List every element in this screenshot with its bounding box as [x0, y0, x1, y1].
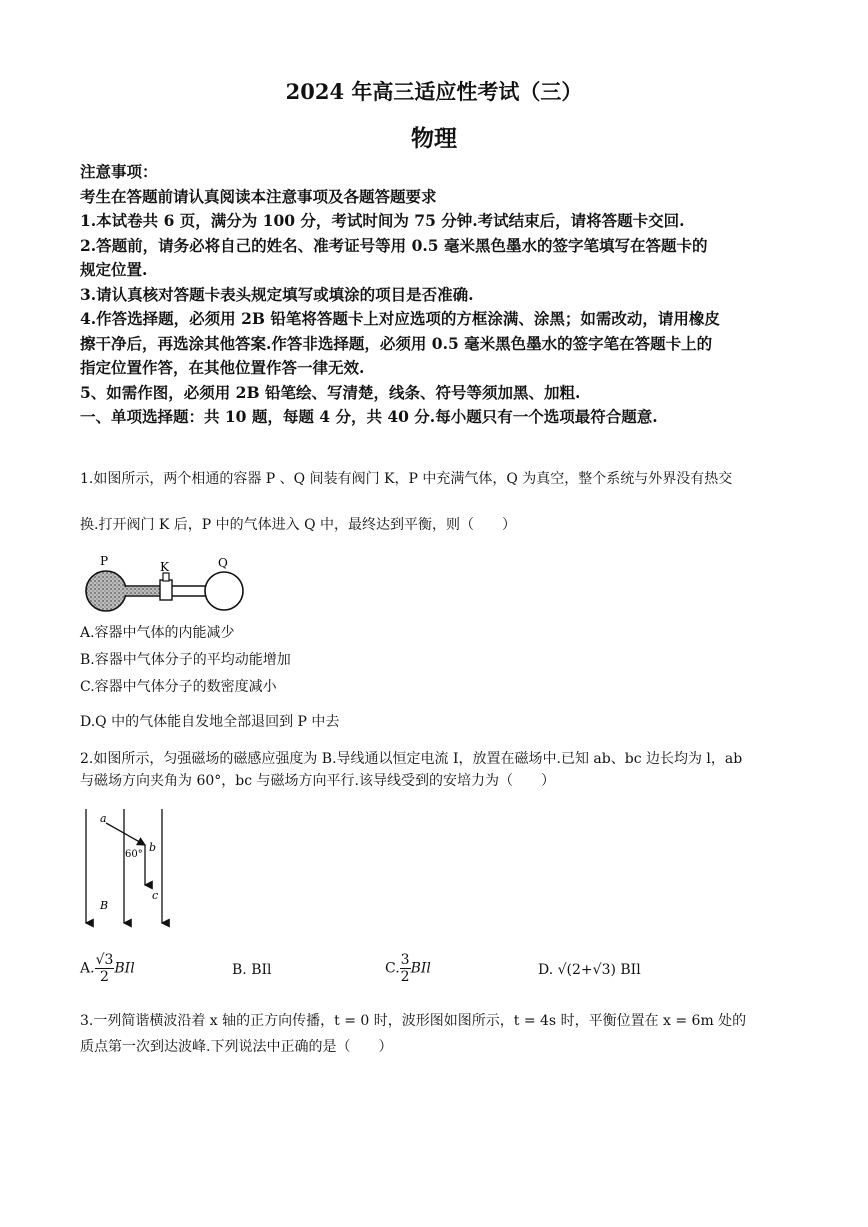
notes-line: 擦干净后，再选涂其他答案.作答非选择题，必须用 0.5 毫米黑色墨水的签字笔在答题卡上的 [80, 333, 713, 353]
label-b: b [149, 841, 157, 854]
q1-option-c: C.容器中气体分子的数密度减小 [80, 679, 277, 695]
q1-option-d: D.Q 中的气体能自发地全部退回到 P 中去 [80, 714, 340, 730]
valve-k [160, 580, 172, 600]
fraction: $\frac{√3}{2}$ [95, 952, 114, 985]
q1-line-1: 1.如图所示，两个相通的容器 P 、Q 间装有阀门 K，P 中充满气体，Q 为真空，整个系统与外界没有热交 [80, 471, 733, 487]
q1-option-a: A.容器中气体的内能减少 [80, 625, 235, 641]
fraction: $\frac{3}{2}$ [400, 952, 410, 985]
subject-title: 物理 [411, 125, 457, 152]
q3-line-2: 质点第一次到达波峰.下列说法中正确的是（ ） [80, 1039, 393, 1055]
notes-line: 考生在答题前请认真阅读本注意事项及各题答题要求 [80, 186, 437, 206]
notes-heading: 注意事项： [80, 162, 158, 181]
q1-stem [80, 468, 800, 490]
label-a: a [100, 812, 107, 825]
q1-figure [82, 552, 252, 618]
label-c: c [152, 889, 159, 902]
q2-option-c: C. $\frac{3}{2}$ BIl [385, 952, 431, 985]
angle-label: 60° [125, 849, 143, 860]
notes-line: 规定位置. [80, 260, 148, 279]
container-q [205, 572, 243, 610]
notes-line: 4.作答选择题，必须用 2B 铅笔将答题卡上对应选项的方框涂满、涂黑；如需改动，请用橡皮 [80, 309, 720, 328]
notes-line: 2.答题前，请务必将自己的姓名、准考证号等用 0.5 毫米黑色墨水的签字笔填写在答题卡的 [80, 235, 708, 255]
wire-ab [106, 823, 145, 845]
q1-line-2: 换.打开阀门 K 后，P 中的气体进入 Q 中，最终达到平衡，则（ ） [80, 517, 517, 533]
section-heading: 一、单项选择题：共 10 题，每题 4 分，共 40 分.每小题只有一个选项最符合题意. [80, 407, 658, 426]
container-p [86, 571, 126, 611]
q3-line-1: 3.一列简谐横波沿着 x 轴的正方向传播，t = 0 时，波形图如图所示，t = 4s 时，平衡位置在 x = 6m 处的 [80, 1013, 747, 1029]
q2-option-a: A. $\frac{√3}{2}$ BIl [80, 952, 135, 985]
q1-option-b: B.容器中气体分子的平均动能增加 [80, 652, 291, 668]
q2-stem [80, 748, 800, 792]
q2-figure [78, 805, 178, 931]
q2-option-b: B. BIl [232, 962, 272, 978]
exam-title: 2024 年高三适应性考试（三） [285, 79, 583, 104]
notes-line: 指定位置作答，在其他位置作答一律无效. [80, 358, 365, 377]
label-q: Q [218, 556, 228, 570]
label-p: P [100, 554, 109, 568]
q2-line-2: 与磁场方向夹角为 60°，bc 与磁场方向平行.该导线受到的安培力为（ ） [80, 773, 555, 789]
q1-stem-2 [80, 514, 800, 536]
notes-block [80, 160, 800, 430]
label-k: K [160, 560, 169, 574]
notes-line: 1.本试卷共 6 页，满分为 100 分，考试时间为 75 分钟.考试结束后，请将答题卡交回. [80, 211, 685, 230]
notes-line: 5、如需作图，必须用 2B 铅笔绘、写清楚，线条、符号等须加黑、加粗. [80, 382, 581, 402]
q2-line-1: 2.如图所示，匀强磁场的磁感应强度为 B.导线通以恒定电流 I，放置在磁场中.已知 ab、bc 边长均为 l，ab [80, 751, 743, 767]
label-B: B [100, 899, 109, 912]
notes-line: 3.请认真核对答题卡表头规定填写或填涂的项目是否准确. [80, 284, 474, 304]
q2-option-d: D. √(2+√3) BIl [538, 962, 641, 978]
q3-stem [80, 1010, 800, 1058]
